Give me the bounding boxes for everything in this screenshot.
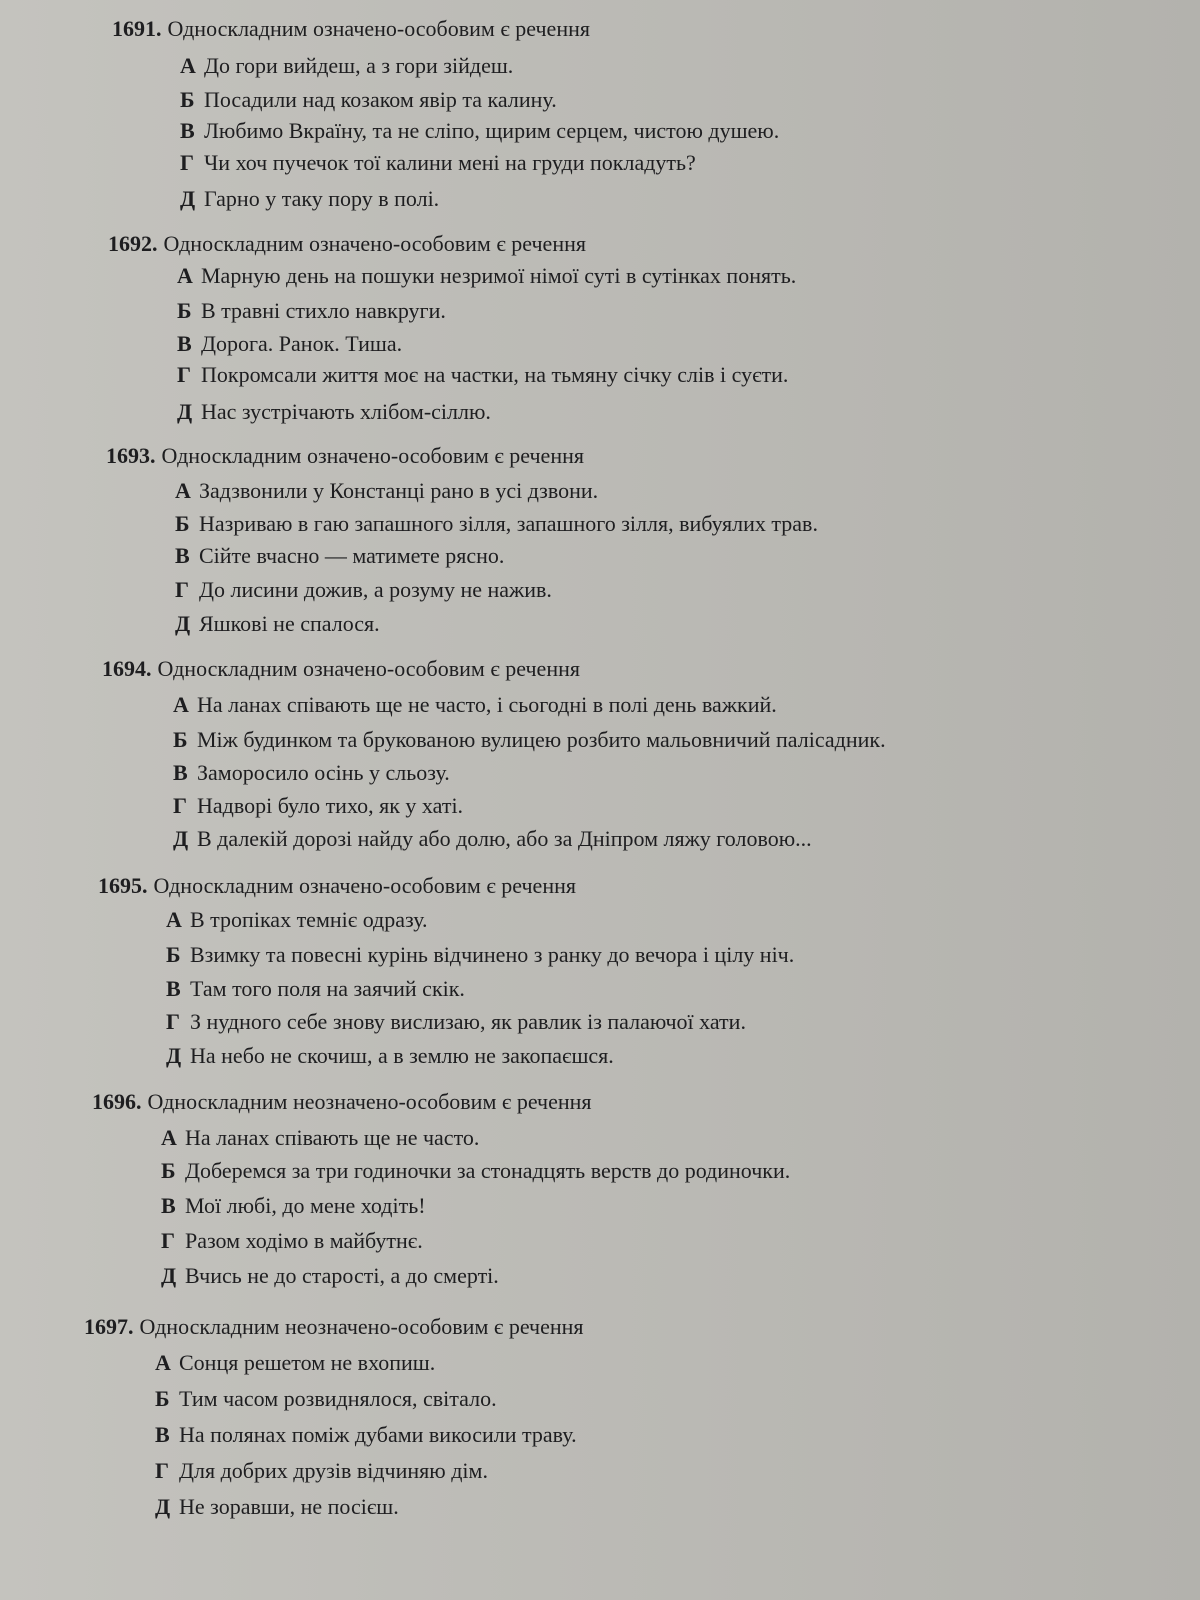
option-text: Назриваю в гаю запашного зілля, запашного зілля, вибуялих трав.	[199, 511, 818, 536]
answer-option-d	[175, 577, 552, 603]
option-text: До гори вийдеш, а з гори зійдеш.	[204, 53, 514, 78]
option-letter: Д	[166, 1043, 182, 1068]
option-letter: Б	[180, 87, 195, 112]
option-letter: В	[177, 331, 192, 356]
question-header	[92, 1089, 592, 1115]
option-text: Посадили над козаком явір та калину.	[204, 87, 557, 112]
question-stem: Односкладним неозначено-особовим є речення	[139, 1314, 584, 1339]
option-letter: А	[175, 478, 191, 503]
option-letter: Г	[166, 1009, 180, 1034]
question-header	[108, 231, 586, 257]
question-number: 1695.	[98, 873, 148, 898]
answer-option-a	[175, 478, 598, 504]
option-letter: Г	[173, 793, 187, 818]
question-header	[106, 443, 584, 469]
option-text: Мої любі, до мене ходіть!	[185, 1193, 426, 1218]
option-text: Покромсали життя моє на частки, на тьмяну січку слів і суєти.	[201, 362, 789, 387]
option-letter: Д	[155, 1494, 171, 1519]
option-letter: В	[175, 543, 190, 568]
answer-option-c	[155, 1422, 577, 1448]
option-letter: Д	[177, 399, 193, 424]
option-letter: В	[173, 760, 188, 785]
option-text: Марную день на пошуки незримої німої суті в сутінках понять.	[201, 263, 797, 288]
option-text: На небо не скочиш, а в землю не закопаєшся.	[190, 1043, 614, 1068]
question-stem: Односкладним означено-особовим є речення	[153, 873, 576, 898]
answer-option-c	[177, 331, 402, 357]
answer-option-e	[166, 1043, 614, 1069]
option-letter: А	[166, 907, 182, 932]
answer-option-b	[173, 727, 886, 753]
answer-option-c	[173, 760, 450, 786]
option-letter: Г	[155, 1458, 169, 1483]
option-text: На ланах співають ще не часто, і сьогодні в полі день важкий.	[197, 692, 777, 717]
question-stem: Односкладним означено-особовим є речення	[167, 16, 590, 41]
answer-option-d	[173, 793, 463, 819]
option-letter: Б	[177, 298, 192, 323]
answer-option-e	[173, 826, 812, 852]
option-letter: Б	[155, 1386, 170, 1411]
option-text: Дорога. Ранок. Тиша.	[201, 331, 403, 356]
answer-option-a	[173, 692, 777, 718]
question-number: 1697.	[84, 1314, 134, 1339]
option-text: Разом ходімо в майбутнє.	[185, 1228, 423, 1253]
answer-option-a	[177, 263, 796, 289]
option-text: Гарно у таку пору в полі.	[204, 186, 440, 211]
option-letter: А	[173, 692, 189, 717]
answer-option-b	[161, 1158, 790, 1184]
answer-option-b	[175, 511, 818, 537]
answer-option-e	[180, 186, 439, 212]
option-letter: А	[155, 1350, 171, 1375]
option-text: Чи хоч пучечок тої калини мені на груди покладуть?	[204, 150, 696, 175]
answer-option-e	[177, 399, 491, 425]
question-stem: Односкладним означено-особовим є речення	[161, 443, 584, 468]
option-text: В травні стихло навкруги.	[201, 298, 446, 323]
option-text: До лисини дожив, а розуму не нажив.	[199, 577, 552, 602]
answer-option-e	[175, 611, 380, 637]
option-text: З нудного себе знову вислизаю, як равлик із палаючої хати.	[190, 1009, 746, 1034]
option-text: В тропіках темніє одразу.	[190, 907, 428, 932]
answer-option-a	[161, 1125, 479, 1151]
option-letter: В	[180, 118, 195, 143]
answer-option-d	[155, 1458, 488, 1484]
answer-option-d	[166, 1009, 746, 1035]
answer-option-e	[155, 1494, 399, 1520]
option-letter: Б	[173, 727, 188, 752]
answer-option-b	[180, 87, 557, 113]
question-header	[98, 873, 576, 899]
question-header	[102, 656, 580, 682]
option-letter: Б	[175, 511, 190, 536]
option-letter: Г	[175, 577, 189, 602]
option-letter: Г	[177, 362, 191, 387]
answer-option-d	[177, 362, 788, 388]
option-letter: Д	[161, 1263, 177, 1288]
answer-option-a	[155, 1350, 435, 1376]
answer-option-d	[161, 1228, 423, 1254]
question-header	[84, 1314, 584, 1340]
option-text: На полянах поміж дубами викосили траву.	[179, 1422, 577, 1447]
question-stem: Односкладним означено-особовим є речення	[157, 656, 580, 681]
option-text: Сонця решетом не вхопиш.	[179, 1350, 436, 1375]
option-letter: Б	[166, 942, 181, 967]
option-letter: Д	[173, 826, 189, 851]
question-header	[112, 16, 590, 42]
option-text: Тим часом розвиднялося, світало.	[179, 1386, 497, 1411]
answer-option-d	[180, 150, 696, 176]
option-letter: А	[177, 263, 193, 288]
option-text: Доберемся за три годиночки за стонадцять верств до родиночки.	[185, 1158, 791, 1183]
option-letter: Г	[161, 1228, 175, 1253]
option-letter: Б	[161, 1158, 176, 1183]
answer-option-c	[180, 118, 779, 144]
answer-option-b	[166, 942, 794, 968]
option-letter: Д	[180, 186, 196, 211]
option-text: Яшкові не спалося.	[199, 611, 380, 636]
question-stem: Односкладним неозначено-особовим є речення	[147, 1089, 592, 1114]
option-letter: А	[180, 53, 196, 78]
answer-option-c	[175, 543, 504, 569]
option-text: Між будинком та брукованою вулицею розбито мальовничий палісадник.	[197, 727, 886, 752]
option-text: Для добрих друзів відчиняю дім.	[179, 1458, 488, 1483]
option-letter: В	[161, 1193, 176, 1218]
option-text: Не зоравши, не посієш.	[179, 1494, 399, 1519]
answer-option-c	[166, 976, 465, 1002]
option-text: В далекій дорозі найду або долю, або за Дніпром ляжу головою...	[197, 826, 812, 851]
option-text: Взимку та повесні курінь відчинено з ранку до вечора і цілу ніч.	[190, 942, 795, 967]
option-text: Вчись не до старості, а до смерті.	[185, 1263, 499, 1288]
option-text: Надворі було тихо, як у хаті.	[197, 793, 464, 818]
question-number: 1696.	[92, 1089, 142, 1114]
option-text: На ланах співають ще не часто.	[185, 1125, 480, 1150]
option-letter: В	[155, 1422, 170, 1447]
question-number: 1693.	[106, 443, 156, 468]
option-letter: Д	[175, 611, 191, 636]
option-letter: А	[161, 1125, 177, 1150]
answer-option-a	[166, 907, 428, 933]
question-number: 1691.	[112, 16, 162, 41]
option-text: Там того поля на заячий скік.	[190, 976, 465, 1001]
answer-option-b	[177, 298, 446, 324]
option-letter: В	[166, 976, 181, 1001]
option-text: Заморосило осінь у сльозу.	[197, 760, 450, 785]
option-text: Любимо Вкраїну, та не сліпо, щирим серцем, чистою душею.	[204, 118, 780, 143]
question-stem: Односкладним означено-особовим є речення	[163, 231, 586, 256]
question-number: 1692.	[108, 231, 158, 256]
option-letter: Г	[180, 150, 194, 175]
option-text: Сійте вчасно — матимете рясно.	[199, 543, 505, 568]
option-text: Нас зустрічають хлібом-сіллю.	[201, 399, 491, 424]
question-number: 1694.	[102, 656, 152, 681]
answer-option-a	[180, 53, 513, 79]
answer-option-b	[155, 1386, 497, 1412]
answer-option-e	[161, 1263, 499, 1289]
option-text: Задзвонили у Констанці рано в усі дзвони.	[199, 478, 599, 503]
answer-option-c	[161, 1193, 426, 1219]
